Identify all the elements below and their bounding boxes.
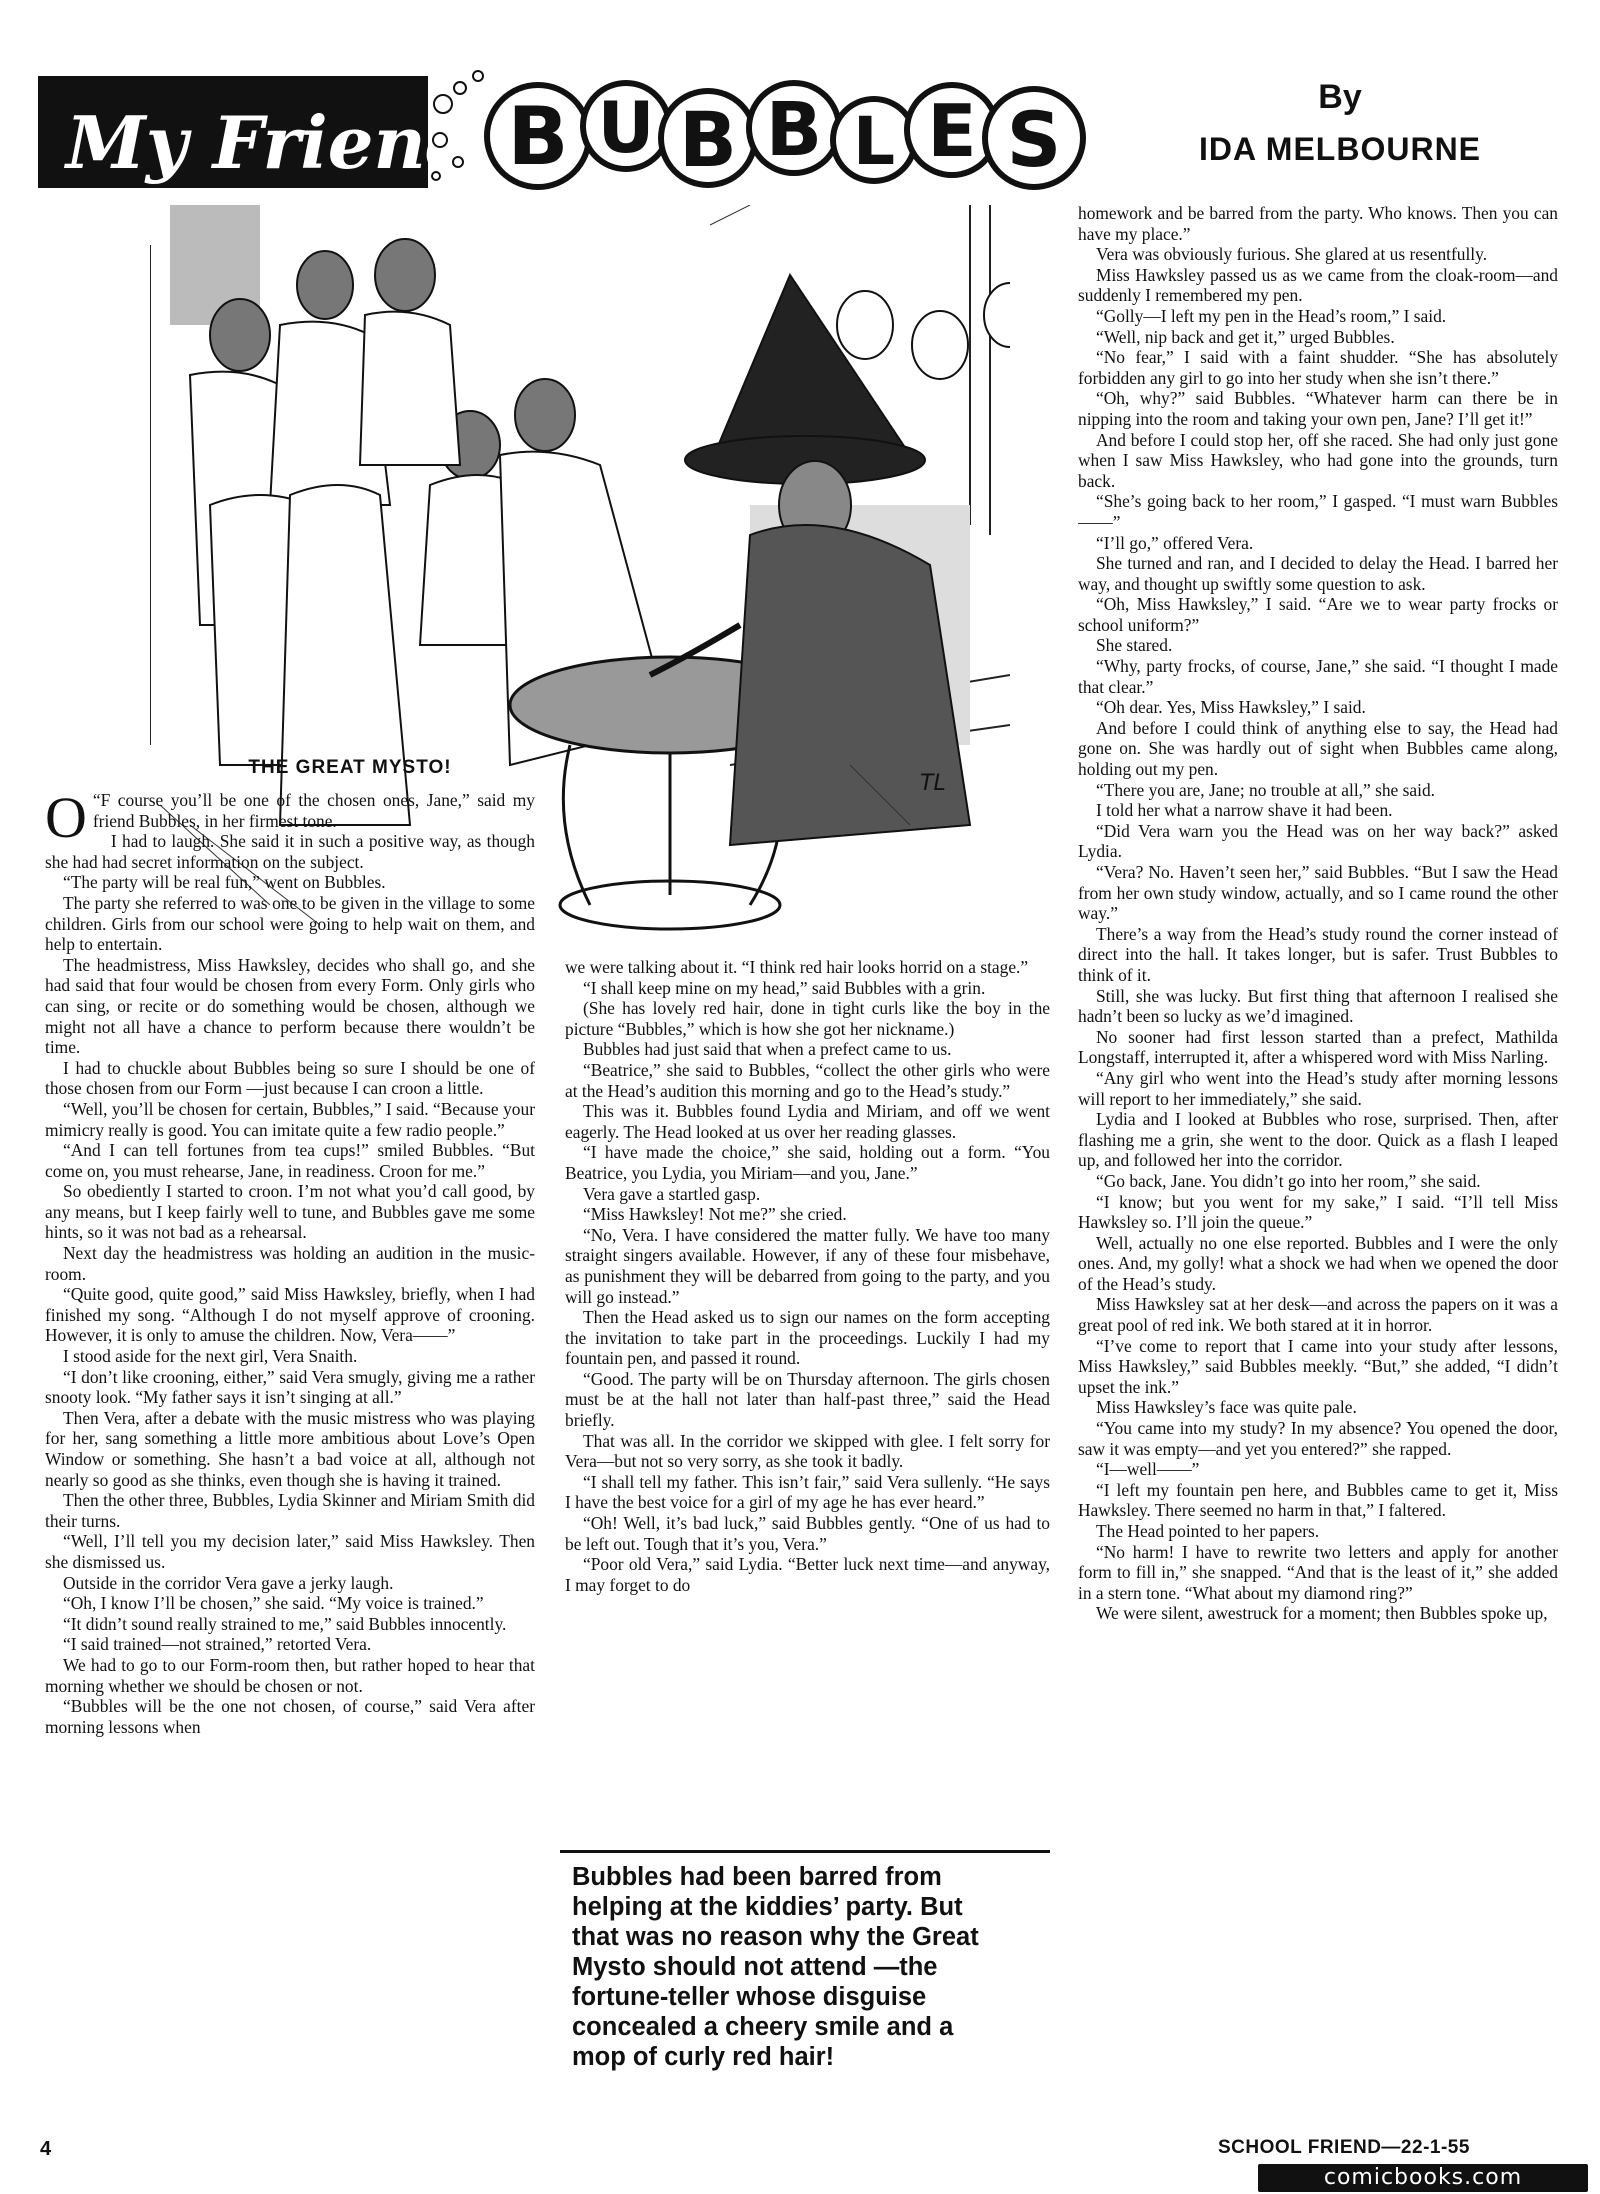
watermark: comicbooks.com	[1258, 2164, 1588, 2192]
teaser-divider	[560, 1850, 1050, 1853]
paragraph: Miss Hawksley’s face was quite pale.	[1096, 1397, 1357, 1418]
paragraph: “No, Vera. I have considered the matter fully. We have too many straight singers available. However, if any of these four misbehave, as punishment they will be debarred from going to the party, and you will go instead.”	[565, 1224, 1050, 1307]
issue-line: SCHOOL FRIEND—22-1-55	[1218, 2137, 1470, 2158]
paragraph: “I have made the choice,” she said, holding out a form. “You Beatrice, you Lydia, you Miriam—and you, Jane.”	[565, 1142, 1050, 1183]
paragraph: “Oh, Miss Hawksley,” I said. “Are we to wear party frocks or school uniform?”	[1078, 594, 1558, 635]
paragraph: Then the other three, Bubbles, Lydia Skinner and Miriam Smith did their turns.	[45, 1490, 535, 1531]
paragraph: I told her what a narrow shave it had been.	[1096, 800, 1393, 821]
paragraph: (She has lovely red hair, done in tight curls like the boy in the picture “Bubbles,” which is how she got her nickname.)	[565, 998, 1050, 1039]
paragraph: Vera was obviously furious. She glared at us resentfully.	[1096, 244, 1488, 265]
byline-by: By	[1318, 78, 1362, 116]
paragraph: “Good. The party will be on Thursday afternoon. The girls chosen must be at the hall not later than half-past three,” said the Head briefly.	[565, 1368, 1050, 1431]
paragraph: “Beatrice,” she said to Bubbles, “collect the other girls who were at the Head’s audition this morning and go to the Head’s study.”	[565, 1059, 1050, 1101]
paragraph: “Quite good, quite good,” said Miss Hawksley, briefly, when I had finished my song. “Although I do not myself approve of crooning. However, it is only to amuse the children. Now, Vera——”	[45, 1284, 535, 1346]
paragraph: “No fear,” I said with a faint shudder. “She has absolutely forbidden any girl to go into her study when she isn’t there.”	[1078, 347, 1558, 388]
paragraph: We were silent, awestruck for a moment; then Bubbles spoke up,	[1096, 1603, 1548, 1624]
title-letter: L	[852, 103, 896, 180]
column-1	[45, 790, 535, 2110]
paragraph: “Why, party frocks, of course, Jane,” she said. “I thought I made that clear.”	[1078, 656, 1558, 697]
paragraph: “And I can tell fortunes from tea cups!” smiled Bubbles. “But come on, you must rehearse, Jane, in readiness. Croon for me.”	[45, 1140, 535, 1181]
paragraph: And before I could stop her, off she raced. She had only just gone when I saw Miss Hawksley, who had gone into the grounds, turn back.	[1078, 429, 1558, 491]
paragraph: “Poor old Vera,” said Lydia. “Better luck next time—and anyway, I may forget to do	[565, 1554, 1050, 1595]
title-letter: S	[1006, 95, 1062, 184]
paragraph: She turned and ran, and I decided to delay the Head. I barred her way, and thought up swiftly some question to ask.	[1078, 553, 1558, 594]
paragraph: “I shall tell my father. This isn’t fair,” said Vera sullenly. “He says I have the best voice for a girl of my age he has ever heard.”	[565, 1471, 1050, 1513]
paragraph: “I shall keep mine on my head,” said Bubbles with a grin.	[583, 977, 986, 998]
paragraph: That was all. In the corridor we skipped with glee. I felt sorry for Vera—but not so very sorry, as she took it badly.	[565, 1430, 1050, 1472]
title-letter: B	[765, 87, 823, 173]
page-number: 4	[40, 2138, 52, 2160]
title-script: My Friend	[66, 100, 477, 185]
paragraph: “I don’t like crooning, either,” said Vera smugly, giving me a rather snooty look. “My father says it isn’t singing at all.”	[45, 1366, 535, 1408]
paragraph: I had to laugh. She said it in such a positive way, as though she had had secret information on the subject.	[45, 831, 535, 872]
paragraph: I had to chuckle about Bubbles being so sure I should be one of those chosen from our Form —just because I can croon a little.	[45, 1057, 535, 1099]
story-teaser: Bubbles had been barred from helping at the kiddies’ party. But that was no reason why the Great Mysto should not attend —the fortune-teller whose disguise concealed a cheery smile and a mop of curly red hair!	[572, 1863, 979, 2071]
paragraph: “Miss Hawksley! Not me?” she cried.	[583, 1204, 847, 1225]
paragraph: We had to go to our Form-room then, but rather hoped to hear that morning whether we should be chosen or not.	[45, 1654, 535, 1696]
story-title-banner	[38, 58, 1098, 198]
paragraph: “I—well——”	[1096, 1459, 1200, 1480]
title-letter: B	[507, 90, 569, 183]
paragraph: homework and be barred from the party. Who knows. Then you can have my place.”	[1078, 203, 1558, 244]
paragraph: “Oh! Well, it’s bad luck,” said Bubbles gently. “One of us had to be left out. Tough that it’s you, Vera.”	[565, 1513, 1050, 1554]
paragraph: “No harm! I have to rewrite two letters and apply for another form to fill in,” she snapped. “And that is the least of it,” she added in a stern tone. “What about my diamond ring?”	[1078, 1541, 1558, 1603]
paragraph: “Oh, I know I’ll be chosen,” she said. “My voice is trained.”	[63, 1593, 484, 1614]
paragraph: “Bubbles will be the one not chosen, of course,” said Vera after morning lessons when	[45, 1696, 535, 1737]
paragraph: “I’ll go,” offered Vera.	[1096, 532, 1254, 553]
paragraph: I stood aside for the next girl, Vera Snaith.	[63, 1346, 358, 1367]
paragraph: “Go back, Jane. You didn’t go into her room,” she said.	[1096, 1170, 1481, 1191]
paragraph: Next day the headmistress was holding an audition in the music-room.	[45, 1243, 535, 1284]
paragraph: “It didn’t sound really strained to me,” said Bubbles innocently.	[63, 1613, 507, 1634]
paragraph: “There you are, Jane; no trouble at all,” she said.	[1096, 779, 1435, 800]
byline	[1190, 78, 1490, 168]
paragraph: Miss Hawksley sat at her desk—and across the papers on it was a great pool of red ink. We both stared at it in horror.	[1078, 1294, 1558, 1336]
paragraph: Lydia and I looked at Bubbles who rose, surprised. Then, after flashing me a grin, she went to the door. Quick as a flash I leaped up, and followed her into the corridor.	[1078, 1109, 1558, 1171]
paragraph: The party she referred to was one to be given in the village to some children. Girls from our school were going to help wait on them, and help to entertain.	[45, 892, 535, 955]
paragraph: The headmistress, Miss Hawksley, decides who shall go, and she had said that four would be chosen from every Form. Only girls who can sing, or recite or do something would be chosen, although we might not all have a chance to perform because there wouldn’t be time.	[45, 954, 535, 1058]
paragraph: we were talking about it. “I think red hair looks horrid on a stage.”	[565, 957, 1029, 977]
column-2	[565, 957, 1050, 1837]
drop-cap: O	[45, 790, 87, 850]
paragraph: There’s a way from the Head’s study round the corner instead of direct into the hall. It takes longer, but is safer. Trust Bubbles to think of it.	[1078, 923, 1558, 985]
paragraph: “I left my fountain pen here, and Bubbles came to get it, Miss Hawksley. There seemed no harm in that,” I faltered.	[1078, 1479, 1558, 1521]
paragraph: This was it. Bubbles found Lydia and Miriam, and off we went eagerly. The Head looked at us over her reading glasses.	[565, 1101, 1050, 1142]
paragraph: “You came into my study? In my absence? You opened the door, saw it was empty—and yet you entered?” she rapped.	[1078, 1418, 1558, 1459]
artist-signature: TL	[920, 771, 946, 796]
paragraph: Bubbles had just said that when a prefect came to us.	[583, 1039, 952, 1060]
paragraph: O “F course you’ll be one of the chosen ones, Jane,” said my friend Bubbles, in her firmest tone.	[45, 790, 535, 850]
paragraph: “Vera? No. Haven’t seen her,” said Bubbles. “But I saw the Head from her own study window, actually, and so I came round the other way.”	[1078, 862, 1558, 924]
title-letter: U	[597, 87, 655, 169]
paragraph: She stared.	[1096, 635, 1173, 656]
paragraph: “I’ve come to report that I came into your study after lessons, Miss Hawksley,” said Bubbles meekly. “But,” she added, “I didn’t upset the ink.”	[1078, 1335, 1558, 1397]
column-3	[1078, 203, 1558, 2103]
paragraph: Vera gave a startled gasp.	[583, 1183, 761, 1204]
paragraph: The Head pointed to her papers.	[1096, 1521, 1320, 1541]
paragraph: And before I could think of anything else to say, the Head had gone on. She was hardly out of sight when Bubbles came along, holding out my pen.	[1078, 717, 1558, 780]
paragraph: “Oh, why?” said Bubbles. “Whatever harm can there be in nipping into the room and taking your own pen, Jane? I’ll get it!”	[1078, 388, 1558, 429]
paragraph: Outside in the corridor Vera gave a jerky laugh.	[63, 1572, 394, 1593]
paragraph: Then the Head asked us to sign our names on the form accepting the invitation to take part in the proceedings. Luckily I had my fountain pen, and passed it round.	[565, 1307, 1050, 1369]
paragraph: “I said trained—not strained,” retorted Vera.	[63, 1634, 372, 1655]
paragraph: “I know; but you went for my sake,” I said. “I’ll tell Miss Hawksley so. I’ll join the queue.”	[1078, 1191, 1558, 1233]
paragraph: “She’s going back to her room,” I gasped. “I must warn Bubbles——”	[1078, 491, 1558, 532]
paragraph: “Any girl who went into the Head’s study after morning lessons will report to her immediately,” she said.	[1078, 1067, 1558, 1109]
paragraph: So obediently I started to croon. I’m not what you’d call good, by any means, but I keep fairly well to tune, and Bubbles gave me some hints, so it was not bad as a rehearsal.	[45, 1181, 535, 1243]
paragraph: Then Vera, after a debate with the music mistress who was playing for her, sang something a little more ambitious about Love’s Open Window or something. She hasn’t a bad voice at all, although not nearly so good as she thinks, even though she is having it trained.	[45, 1407, 535, 1490]
illustration-caption: THE GREAT MYSTO!	[248, 757, 452, 778]
paragraph: Well, actually no one else reported. Bubbles and I were the only ones. And, my golly! what a shock we had when we opened the door of the Head’s study.	[1078, 1232, 1558, 1294]
paragraph: No sooner had first lesson started than a prefect, Mathilda Longstaff, interrupted it, after a whispered word with Miss Narling.	[1078, 1026, 1558, 1068]
paragraph: “Well, you’ll be chosen for certain, Bubbles,” I said. “Because your mimicry really is good. You can imitate quite a few radio people.”	[45, 1098, 535, 1140]
paragraph: “The party will be real fun,” went on Bubbles.	[63, 872, 386, 893]
title-letter: E	[927, 89, 977, 173]
paragraph: Miss Hawksley passed us as we came from the cloak-room—and suddenly I remembered my pen.	[1078, 264, 1558, 306]
paragraph: “Well, nip back and get it,” urged Bubbles.	[1096, 326, 1395, 347]
author-name: IDA MELBOURNE	[1198, 131, 1482, 167]
paragraph: “Did Vera warn you the Head was on her way back?” asked Lydia.	[1078, 820, 1558, 862]
paragraph: Still, she was lucky. But first thing that afternoon I realised she hadn’t been so lucky as we’d imagined.	[1078, 985, 1558, 1027]
paragraph: “Oh dear. Yes, Miss Hawksley,” I said.	[1096, 697, 1366, 718]
paragraph: “Golly—I left my pen in the Head’s room,” I said.	[1096, 305, 1447, 326]
paragraph: “Well, I’ll tell you my decision later,” said Miss Hawksley. Then she dismissed us.	[45, 1531, 535, 1572]
title-letter: B	[679, 95, 737, 184]
